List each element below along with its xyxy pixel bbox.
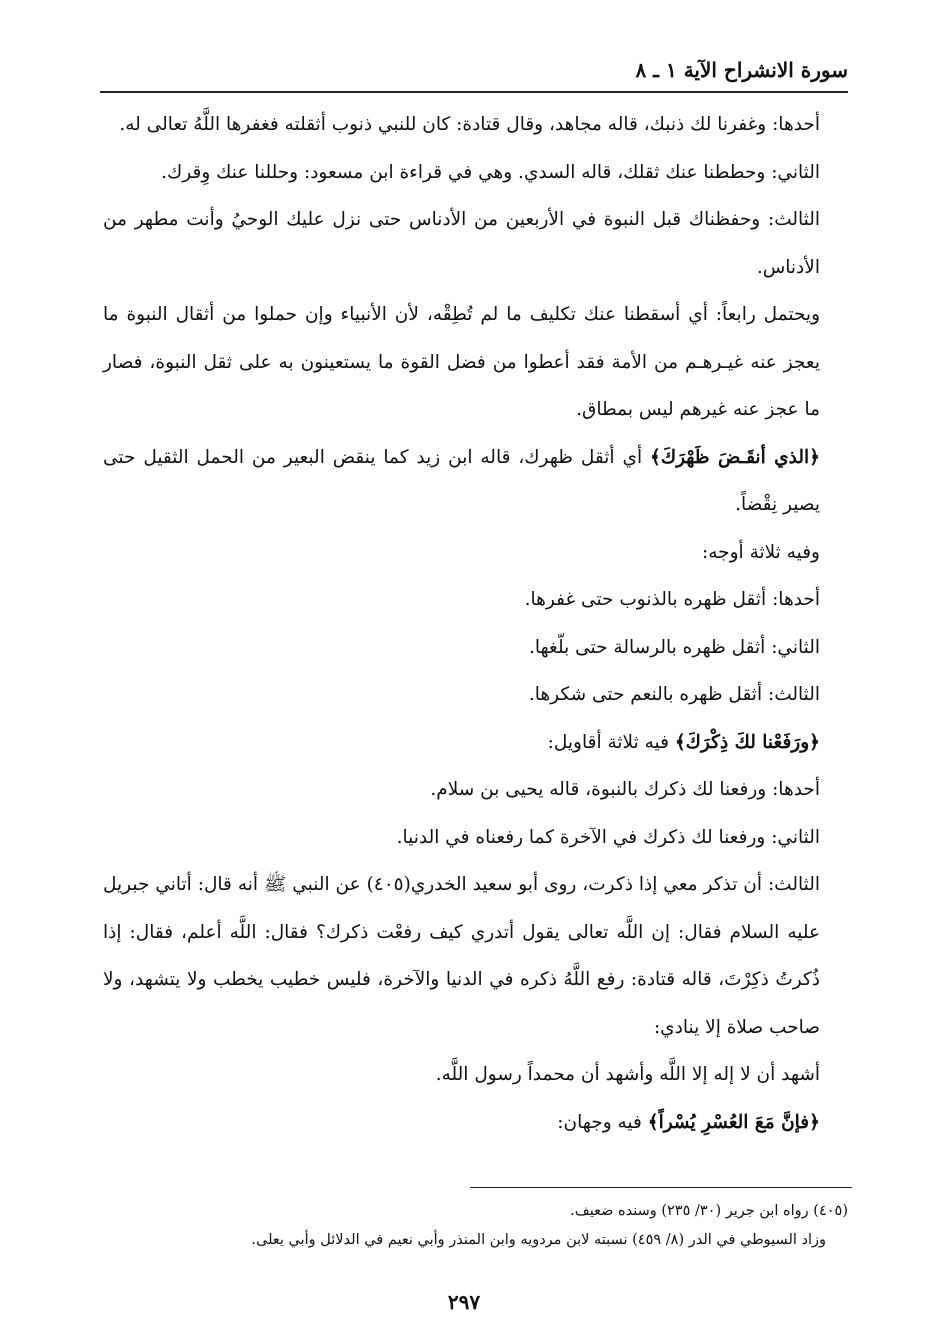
paragraph bbox=[103, 1099, 848, 1147]
paragraph bbox=[103, 434, 848, 529]
paragraph-text: فيه وجهان: bbox=[557, 1111, 648, 1133]
quran-quote: ﴿ورَفَعْنا لكَ ذِكْرَكَ﴾ bbox=[674, 731, 820, 753]
paragraph: الثالث: وحفظناك قبل النبوة في الأربعين من الأدناس حتى نزل عليك الوحيُ وأنت مطهر من الأدناس. bbox=[103, 209, 820, 278]
body-text bbox=[103, 101, 848, 1145]
footnote: وزاد السيوطي في الدر (٨/ ٤٥٩) نسبته لابن مردويه وابن المنذر وأبي نعيم في الدلائل وأبي يعلى. bbox=[251, 1232, 826, 1248]
footnote-rule bbox=[470, 1187, 852, 1188]
paragraph: الثاني: ورفعنا لك ذكرك في الآخرة كما رفعناه في الدنيا. bbox=[396, 826, 820, 848]
paragraph: أحدها: أثقل ظهره بالذنوب حتى غفرها. bbox=[524, 589, 820, 610]
paragraph: الثاني: وحططنا عنك ثقلك، قاله السدي. وهي في قراءة ابن مسعود: وحللنا عنك وِقرك. bbox=[161, 161, 820, 183]
paragraph: أحدها: وغفرنا لك ذنبك، قاله مجاهد، وقال قتادة: كان للنبي ذنوب أثقلته فغفرها اللَّهُ تعالى له. bbox=[119, 114, 820, 135]
paragraph-text: فيه ثلاثة أقاويل: bbox=[547, 731, 675, 753]
running-header: سورة الانشراح الآية ١ ـ ٨ bbox=[635, 58, 848, 82]
quran-quote: ﴿الذي أنقَـضَ ظَهْرَكَ﴾ bbox=[649, 446, 820, 468]
paragraph: الثالث: أن تذكر معي إذا ذكرت، روى أبو سعيد الخدري(٤٠٥) عن النبي ﷺ أنه قال: أتاني جبريل عليه السلام فقال: إن اللَّه تعالى يقول أتدري كيف رفعْت ذكرك؟ فقال: اللَّه أعلم، فقال: إذا ذُكرتُ ذكِرْتَ، قاله قتادة: رفع اللَّهُ ذكره في الدنيا والآخرة، فليس خطيب يخطب ولا يتشهد، ولا صاحب صلاة إلا ينادي: bbox=[103, 874, 820, 1038]
footnotes bbox=[103, 1197, 848, 1255]
paragraph: الثاني: أثقل ظهره بالرسالة حتى بلّغها. bbox=[528, 636, 820, 658]
paragraph: الثالث: أثقل ظهره بالنعم حتى شكرها. bbox=[528, 684, 820, 705]
quran-quote: ﴿فإنَّ مَعَ العُسْرِ يُسْراً﴾ bbox=[647, 1111, 820, 1133]
paragraph: ويحتمل رابعاً: أي أسقطنا عنك تكليف ما لم تُطِقْه، لأن الأنبياء وإن حملوا من أثقال النبوة ما يعجز عنه غيـرهـم من الأمة فقد أعطوا من فضل القوة ما يستعينون به على ثقل النبوة، فصار ما عجز عنه غيرهم ليس بمطاق. bbox=[103, 304, 820, 420]
paragraph: أشهد أن لا إله إلا اللَّه وأشهد أن محمداً رسول اللَّه. bbox=[435, 1064, 820, 1085]
paragraph: أحدها: ورفعنا لك ذكرك بالنبوة، قاله يحيى بن سلام. bbox=[430, 779, 820, 800]
paragraph: وفيه ثلاثة أوجه: bbox=[702, 541, 820, 563]
footnote: (٤٠٥) رواه ابن جرير (٣٠/ ٢٣٥) وسنده ضعيف. bbox=[570, 1203, 848, 1219]
paragraph bbox=[103, 719, 848, 767]
page-number: ٢٩٧ bbox=[447, 1290, 481, 1314]
paragraph-text: أي أثقل ظهرك، قاله ابن زيد كما ينقض البعير من الحمل الثقيل حتى يصير نِقْضاً. bbox=[103, 446, 820, 515]
header-rule bbox=[100, 91, 848, 93]
